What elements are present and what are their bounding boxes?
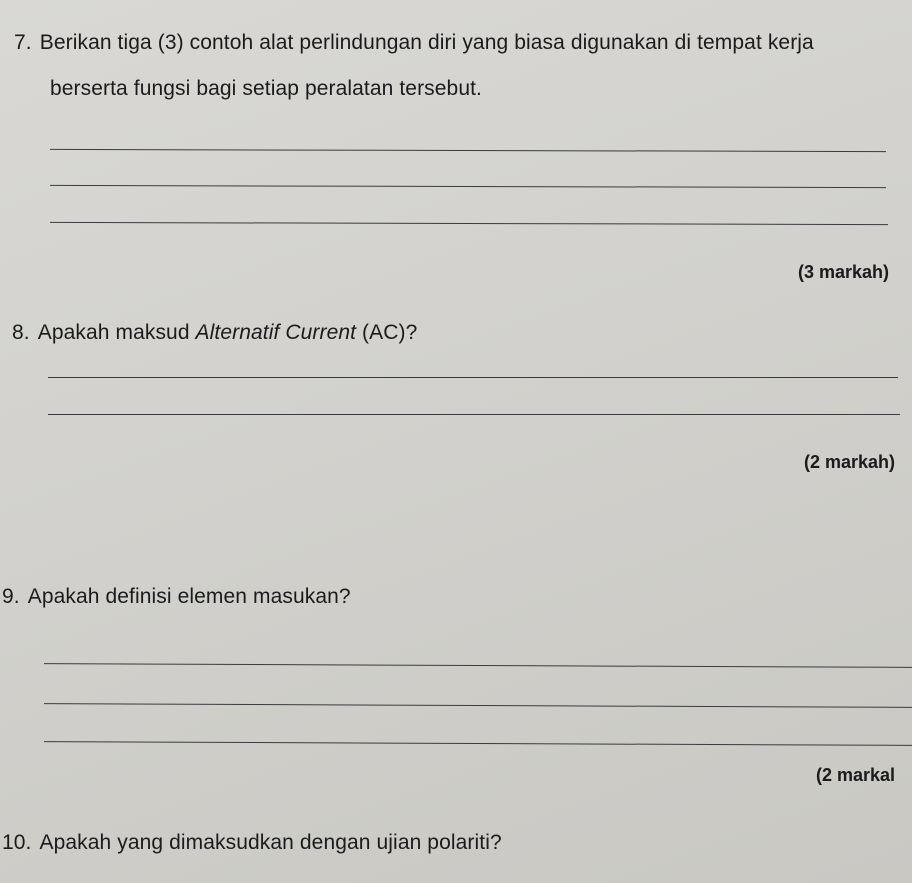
- question-10: [2, 828, 502, 858]
- answer-line[interactable]: [50, 185, 886, 188]
- question-8-text-before: Apakah maksud: [37, 321, 196, 344]
- question-10-text: Apakah yang dimaksudkan dengan ujian polariti?: [39, 831, 502, 854]
- question-8-marks: (2 markah): [804, 452, 896, 472]
- question-9-number: 9.: [2, 585, 20, 608]
- answer-line[interactable]: [50, 149, 886, 152]
- answer-line[interactable]: [48, 377, 898, 378]
- question-7-marks: (3 markah): [798, 262, 890, 282]
- answer-line[interactable]: [44, 741, 912, 746]
- answer-line[interactable]: [50, 222, 888, 225]
- question-7: [14, 28, 814, 58]
- question-8: [12, 318, 417, 348]
- question-9-marks: (2 markal: [816, 765, 896, 785]
- question-10-number: 10.: [2, 831, 32, 854]
- question-8-number: 8.: [12, 321, 30, 344]
- question-9: [2, 582, 351, 612]
- question-7-text-line2: berserta fungsi bagi setiap peralatan tersebut.: [50, 77, 482, 100]
- question-7-text-line1: Berikan tiga (3) contoh alat perlindungan diri yang biasa digunakan di tempat kerja: [39, 31, 814, 54]
- answer-line[interactable]: [44, 663, 912, 668]
- question-8-text-after: (AC)?: [356, 321, 418, 344]
- question-9-text: Apakah definisi elemen masukan?: [27, 585, 351, 608]
- answer-line[interactable]: [48, 414, 900, 415]
- question-8-text-italic: Alternatif Current: [195, 321, 357, 344]
- question-7-number: 7.: [14, 31, 32, 54]
- answer-line[interactable]: [44, 703, 912, 708]
